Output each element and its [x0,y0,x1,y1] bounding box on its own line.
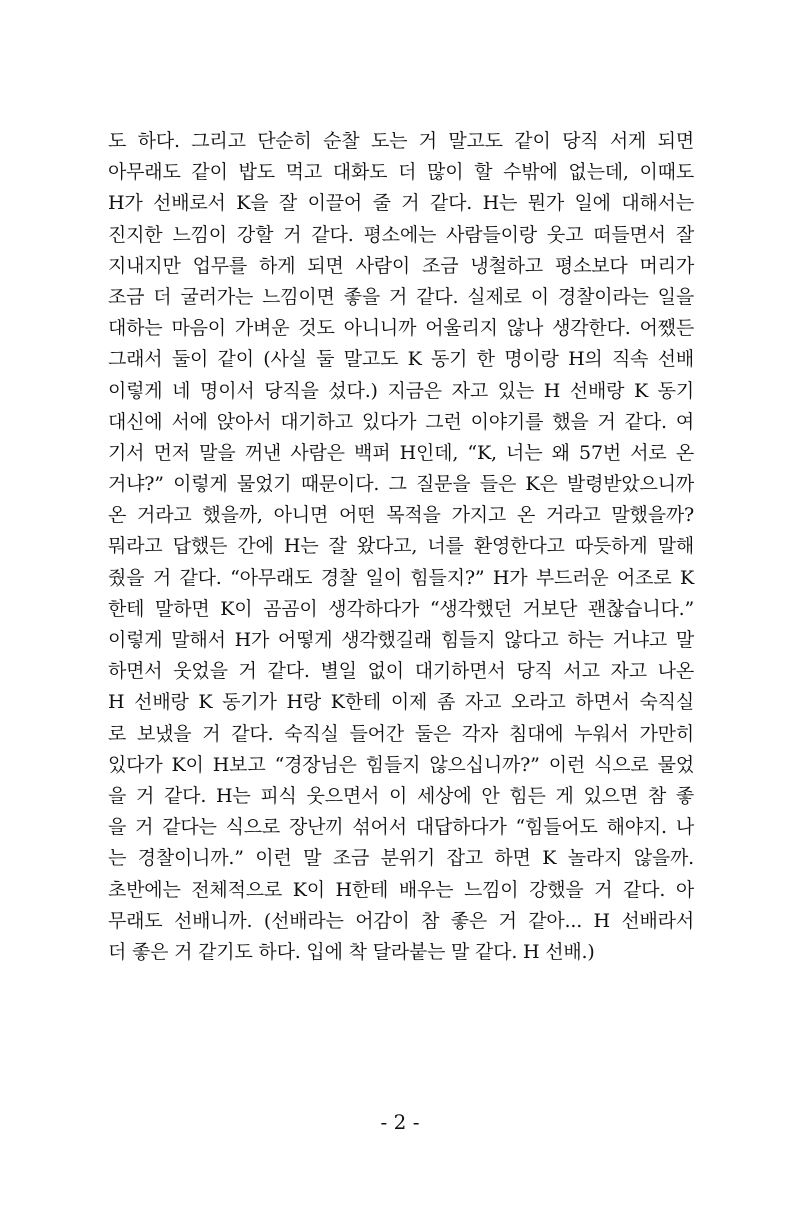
text-line: 대하는 마음이 가벼운 것도 아니니까 어울리지 않나 생각한다. 어쨌든 [108,317,694,340]
text-line: 을 거 같다는 식으로 장난끼 섞어서 대답하다가 “힘들어도 해야지. 나 [108,816,694,839]
text-line: 하면서 웃었을 거 같다. 별일 없이 대기하면서 당직 서고 자고 나온 [108,660,694,683]
text-line: 있다가 K이 H보고 “경장님은 힘들지 않으십니까?” 이런 식으로 물었 [108,753,694,776]
text-line: 아무래도 같이 밥도 먹고 대화도 더 많이 할 수밖에 없는데, 이때도 [108,161,694,184]
document-body [108,126,694,968]
text-line: 무래도 선배니까. (선배라는 어감이 참 좋은 거 같아... H 선배라서 [108,909,694,932]
text-line: 이렇게 네 명이서 당직을 섰다.) 지금은 자고 있는 H 선배랑 K 동기 [108,379,694,402]
text-line: 온 거라고 했을까, 아니면 어떤 목적을 가지고 온 거라고 말했을까? [108,504,694,527]
text-line: 을 거 같다. H는 피식 웃으면서 이 세상에 안 힘든 게 있으면 참 좋 [108,784,694,807]
text-line: 줬을 거 같다. “아무래도 경찰 일이 힘들지?” H가 부드러운 어조로 K [108,566,694,589]
text-line: 지내지만 업무를 하게 되면 사람이 조금 냉철하고 평소보다 머리가 [108,254,694,277]
text-line: 한테 말하면 K이 곰곰이 생각하다가 “생각했던 거보단 괜찮습니다.” [108,597,694,620]
text-line: 로 보냈을 거 같다. 숙직실 들어간 둘은 각자 침대에 누워서 가만히 [108,722,694,745]
text-line: 진지한 느낌이 강할 거 같다. 평소에는 사람들이랑 웃고 떠들면서 잘 [108,223,694,246]
text-line: 초반에는 전체적으로 K이 H한테 배우는 느낌이 강했을 거 같다. 아 [108,878,694,901]
text-line: H가 선배로서 K을 잘 이끌어 줄 거 같다. H는 뭔가 일에 대해서는 [108,192,694,215]
text-line: 더 좋은 거 같기도 하다. 입에 착 달라붙는 말 같다. H 선배.) [108,940,595,963]
text-line: 거냐?” 이렇게 물었기 때문이다. 그 질문을 들은 K은 발령받았으니까 [108,473,694,496]
text-line: 조금 더 굴러가는 느낌이면 좋을 거 같다. 실제로 이 경찰이라는 일을 [108,285,694,308]
text-line: 뭐라고 답했든 간에 H는 잘 왔다고, 너를 환영한다고 따듯하게 말해 [108,535,694,558]
text-line: 는 경찰이니까.” 이런 말 조금 분위기 잡고 하면 K 놀라지 않을까. [108,847,694,870]
text-line: 기서 먼저 말을 꺼낸 사람은 백퍼 H인데, “K, 너는 왜 57번 서로 온 [108,441,694,464]
text-line: 그래서 둘이 같이 (사실 둘 말고도 K 동기 한 명이랑 H의 직속 선배 [108,348,694,371]
text-line: 도 하다. 그리고 단순히 순찰 도는 거 말고도 같이 당직 서게 되면 [108,130,694,152]
text-line: H 선배랑 K 동기가 H랑 K한테 이제 좀 자고 오라고 하면서 숙직실 [108,691,694,714]
page-number: - 2 - [380,1110,420,1134]
text-line: 대신에 서에 앉아서 대기하고 있다가 그런 이야기를 했을 거 같다. 여 [108,410,694,433]
text-line: 이렇게 말해서 H가 어떻게 생각했길래 힘들지 않다고 하는 거냐고 말 [108,629,694,651]
